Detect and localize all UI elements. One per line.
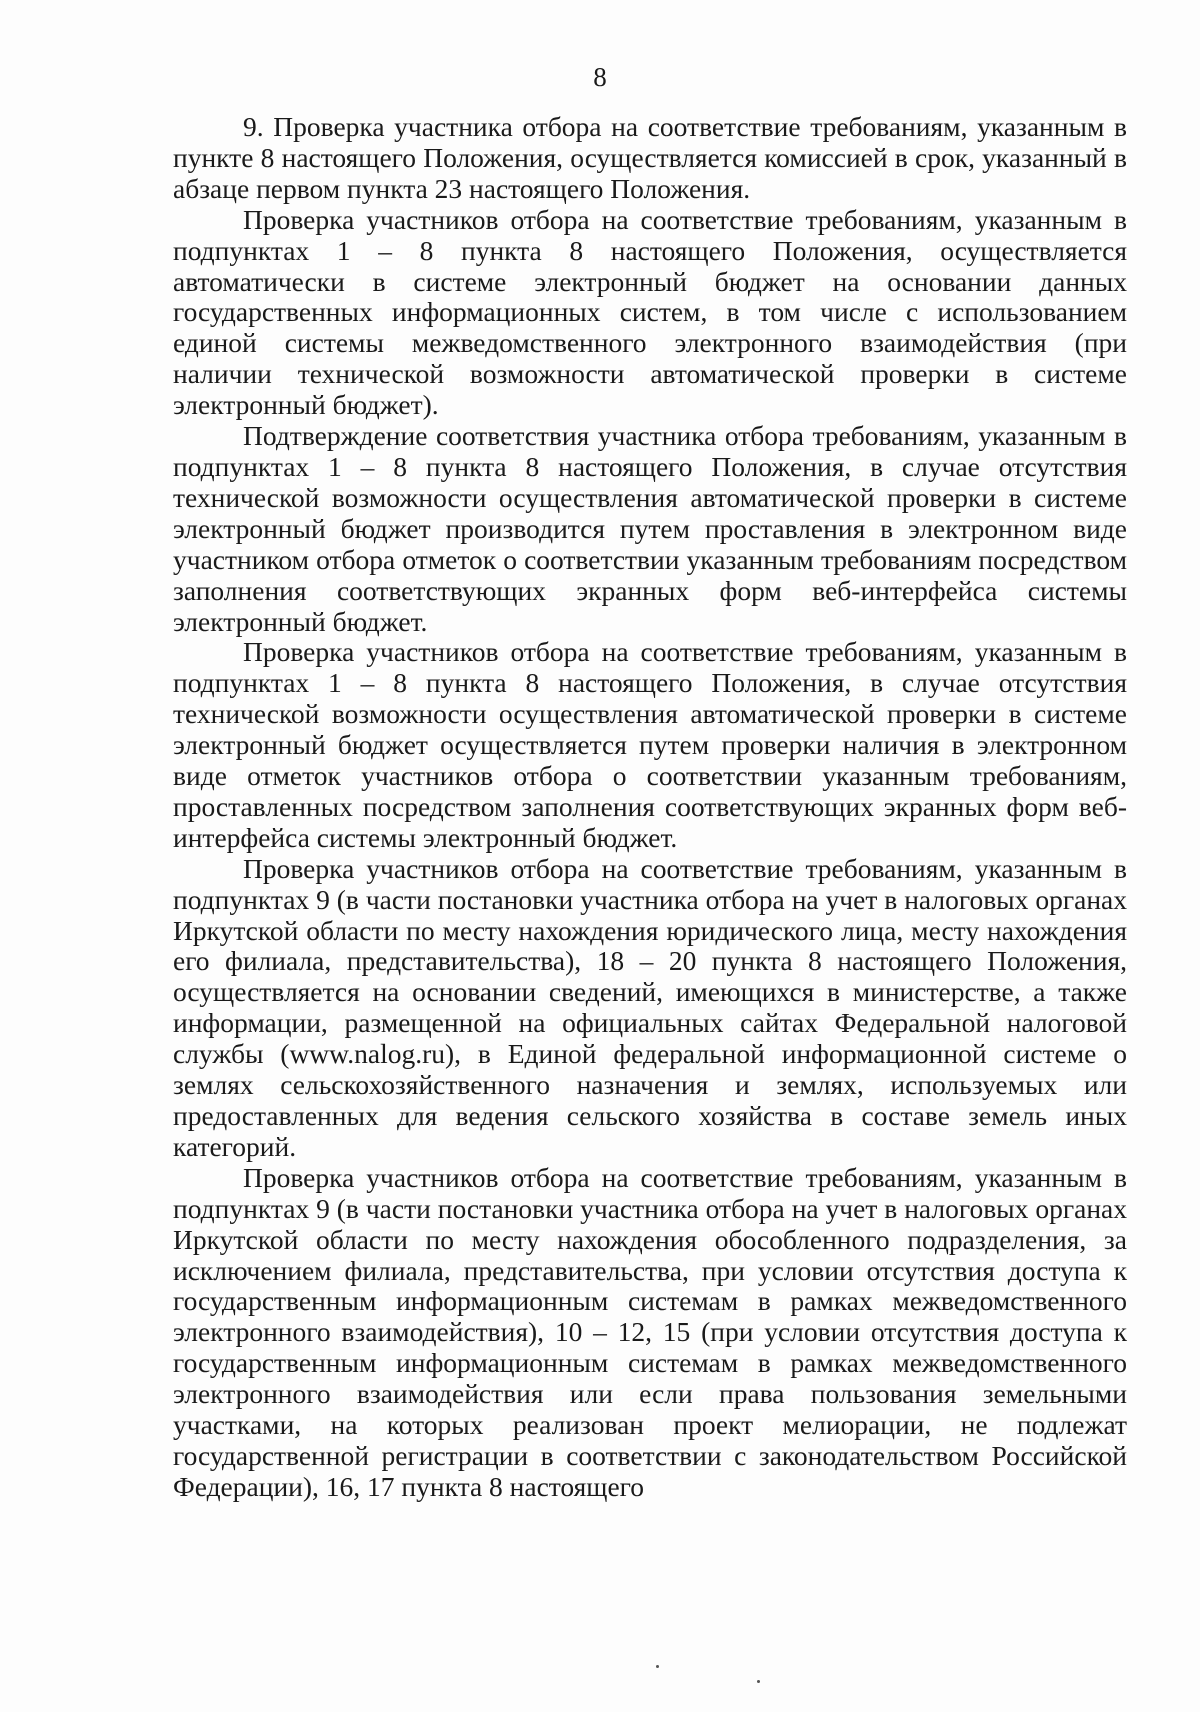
scan-speck [757,1680,760,1683]
paragraph: Проверка участников отбора на соответствие требованиям, указанным в подпунктах 9 (в части постановки участника отбора на учет в налоговых органах Иркутской области по месту нахождения юридического лица, месту нахождения его филиала, представительства), 18 – 20 пункта 8 настоящего Положения, осуществляется на основании сведений, имеющихся в министерстве, а также информации, размещенной на официальных сайтах Федеральной налоговой службы (www.nalog.ru), в Единой федеральной информационной системе о землях сельскохозяйственного назначения и землях, используемых или предоставленных для ведения сельского хозяйства в составе земель иных категорий. [173,852,1127,1162]
paragraph: Подтверждение соответствия участника отбора требованиям, указанным в подпунктах 1 – 8 пункта 8 настоящего Положения, в случае отсутствия технической возможности осуществления автоматической проверки в системе электронный бюджет производится путем проставления в электронном виде участником отбора отметок о соответствии указанным требованиям посредством заполнения соответствующих экранных форм веб-интерфейса системы электронный бюджет. [173,420,1127,637]
paragraph: Проверка участников отбора на соответствие требованиям, указанным в подпунктах 9 (в части постановки участника отбора на учет в налоговых органах Иркутской области по месту нахождения обособленного подразделения, за исключением филиала, представительства, при условии отсутствия доступа к государственным информационным системам в рамках межведомственного электронного взаимодействия), 10 – 12, 15 (при условии отсутствия доступа к государственным информационным системам в рамках межведомственного электронного взаимодействия или если права пользования земельными участками, на которых реализован проект мелиорации, не подлежат государственной регистрации в соответствии с законодательством Российской Федерации), 16, 17 пункта 8 настоящего [173,1161,1127,1502]
page-number: 8 [593,62,607,92]
paragraph: Проверка участников отбора на соответствие требованиям, указанным в подпунктах 1 – 8 пункта 8 настоящего Положения, осуществляется автоматически в системе электронный бюджет на основании данных государственных информационных систем, в том числе с использованием единой системы межведомственного электронного взаимодействия (при наличии технической возможности автоматической проверки в системе электронный бюджет). [173,203,1127,421]
paragraph: Проверка участников отбора на соответствие требованиям, указанным в подпунктах 1 – 8 пункта 8 настоящего Положения, в случае отсутствия технической возможности осуществления автоматической проверки в системе электронный бюджет осуществляется путем проверки наличия в электронном виде отметок участников отбора о соответствии указанным требованиям, проставленных посредством заполнения соответствующих экранных форм веб-интерфейса системы электронный бюджет. [173,636,1127,853]
paragraph: 9. Проверка участника отбора на соответствие требованиям, указанным в пункте 8 настоящего Положения, осуществляется комиссией в срок, указанный в абзаце первом пункта 23 настоящего Положения. [173,111,1127,204]
scan-speck [656,1665,659,1668]
document-body [173,112,1127,1503]
